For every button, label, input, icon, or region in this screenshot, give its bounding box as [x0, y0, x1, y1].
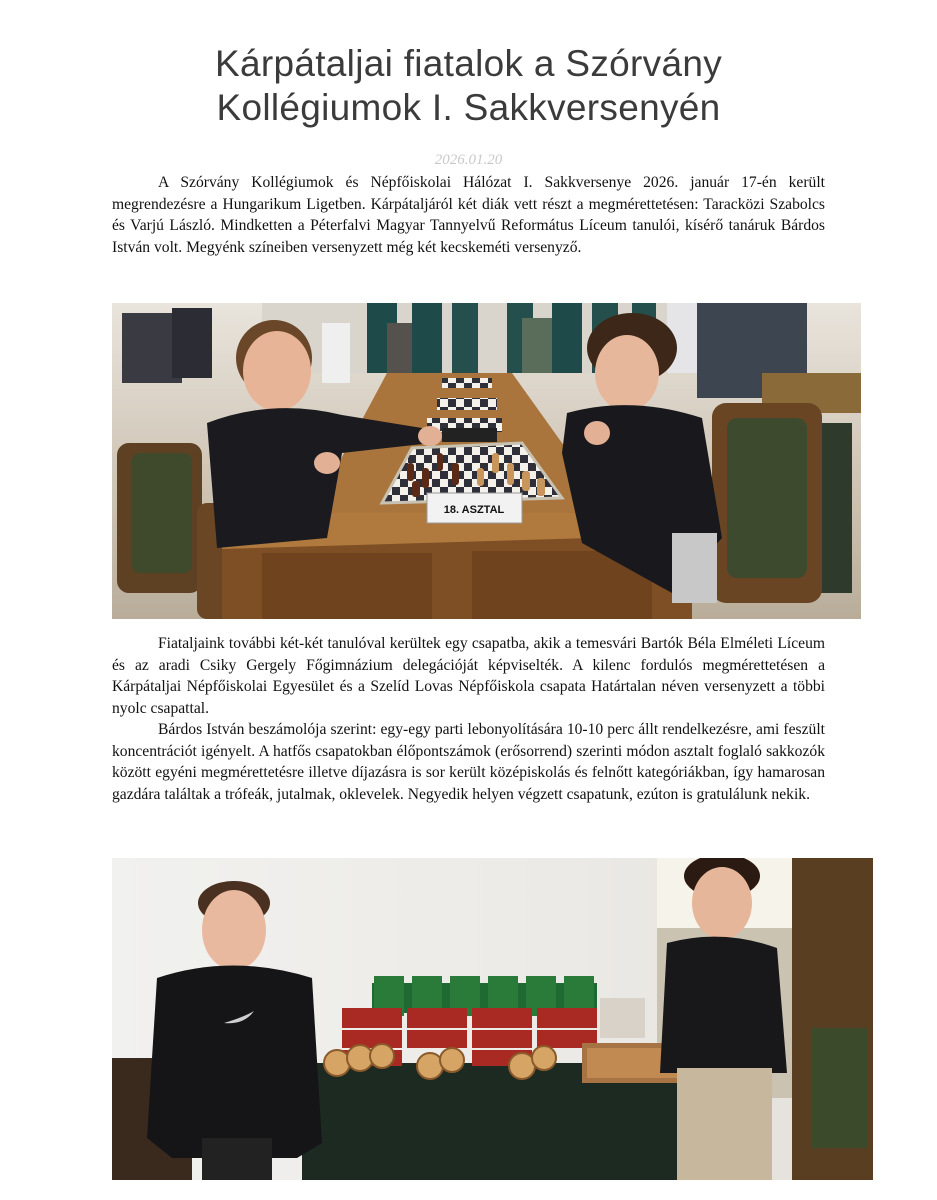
- paragraph-2: Fiataljaink további két-két tanulóval kerültek egy csapatba, akik a temesvári Bartók Béla Elméleti Líceum és az aradi Csiky Gergely Főgimnázium delegációját képviselték. A kilenc fordulós megmérettetésen a Kárpátaljai Népfőiskolai Egyesület és a Szelíd Lovas Népfőiskola csapata Határtalan néven versenyzett a többi nyolc csapattal.: [112, 635, 825, 717]
- trophies-photo: [112, 858, 873, 1180]
- article-date: 2026.01.20: [434, 152, 503, 168]
- title-line-2: Kollégiumok I. Sakkversenyén: [216, 87, 721, 128]
- chess-match-illustration: [112, 303, 861, 619]
- trophies-illustration: [112, 858, 873, 1180]
- title-line-1: Kárpátaljai fiatalok a Szórvány: [214, 43, 722, 84]
- article-title: [0, 42, 937, 130]
- paragraph-3: Bárdos István beszámolója szerint: egy-egy parti lebonyolítására 10-10 perc állt rendelkezésre, ami feszült koncentrációt igényelt. A hatfős csapatokban élőpontszámok (erősorrend) szerinti módon asztalt foglaló sakkozók között egyéni megmérettetésre illetve díjazásra is sor került középiskolás és felnőtt kategóriákban, így hamarosan gazdára találtak a trófeák, jutalmak, oklevelek. Negyedik helyen végzett csapatunk, ezúton is gratulálunk nekik.: [112, 721, 825, 803]
- table-sign-text: 18. ASZTAL: [443, 504, 505, 516]
- paragraph-1: A Szórvány Kollégiumok és Népfőiskolai Hálózat I. Sakkversenye 2026. január 17-én került megrendezésre a Hungarikum Ligetben. Kárpátaljáról két diák vett részt a megmérettetésen: Taracközi Szabolcs és Varjú László. Mindketten a Péterfalvi Magyar Tannyelvű Református Líceum tanulói, kísérő tanáruk Bárdos István volt. Megyénk színeiben versenyzett még két kecskeméti versenyző.: [112, 174, 825, 256]
- chess-match-photo: [112, 303, 861, 619]
